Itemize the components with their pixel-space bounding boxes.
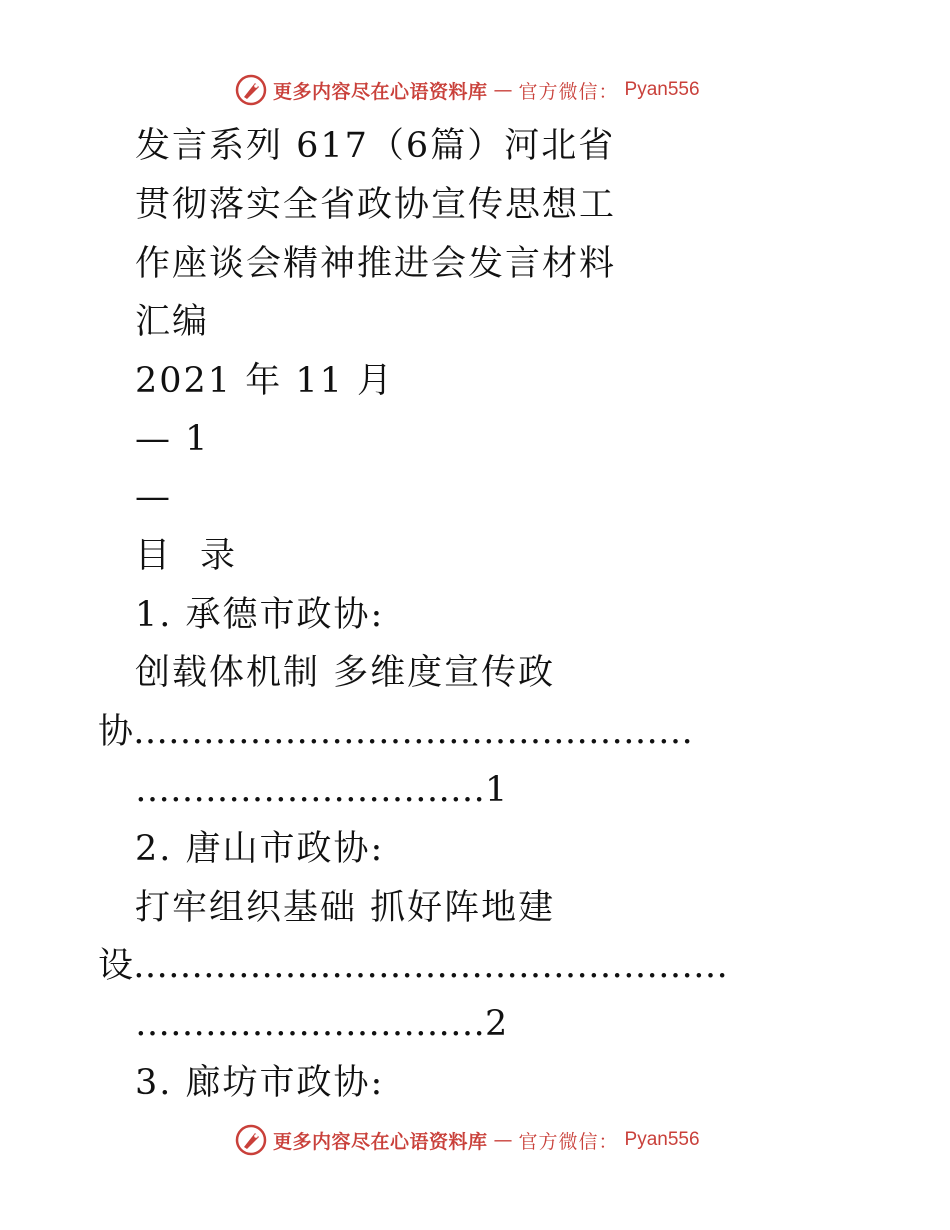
toc-heading: 目录 [135, 536, 266, 576]
doc-title-line-1: 发言系列 617（6篇）河北省 [135, 126, 616, 166]
watermark-wechat-id: Pyan556 [624, 79, 700, 100]
pen-nib-logo-icon [235, 74, 267, 106]
toc-item-1-title[interactable]: 创载体机制 多维度宣传政 [135, 653, 556, 693]
doc-title-line-4: 汇编 [135, 302, 210, 342]
doc-title-line-2: 贯彻落实全省政协宣传思想工 [135, 185, 617, 225]
toc-item-2-org[interactable]: 2. 唐山市政协: [135, 829, 385, 869]
toc-item-2-title[interactable]: 打牢组织基础 抓好阵地建 [135, 888, 556, 928]
footer-watermark [235, 1122, 700, 1158]
page-marker-bottom: — [135, 477, 172, 517]
toc-item-1-page[interactable]: …………………………1 [135, 770, 508, 810]
watermark-main-text: 更多内容尽在心语资料库 [273, 80, 488, 103]
watermark-main-text: 更多内容尽在心语资料库 [273, 1130, 488, 1153]
page-marker-top: — 1 [135, 419, 210, 459]
toc-item-2-page[interactable]: …………………………2 [135, 1004, 508, 1044]
watermark-wechat-id: Pyan556 [624, 1129, 700, 1150]
toc-item-2-title-cont[interactable]: 设…………………………………………… [98, 946, 729, 986]
header-watermark [235, 72, 700, 108]
watermark-wechat-label: 官方微信： [518, 80, 619, 103]
watermark-wechat-label: 官方微信： [518, 1130, 619, 1153]
toc-item-1-org[interactable]: 1. 承德市政协: [135, 595, 385, 635]
toc-item-1-title-cont[interactable]: 协………………………………………… [98, 712, 694, 752]
watermark-dash: — [493, 1129, 513, 1151]
toc-item-3-org[interactable]: 3. 廊坊市政协: [135, 1063, 385, 1103]
doc-title-line-3: 作座谈会精神推进会发言材料 [135, 244, 617, 284]
doc-date: 2021 年 11 月 [135, 361, 394, 401]
watermark-dash: — [493, 79, 513, 101]
pen-nib-logo-icon [235, 1124, 267, 1156]
